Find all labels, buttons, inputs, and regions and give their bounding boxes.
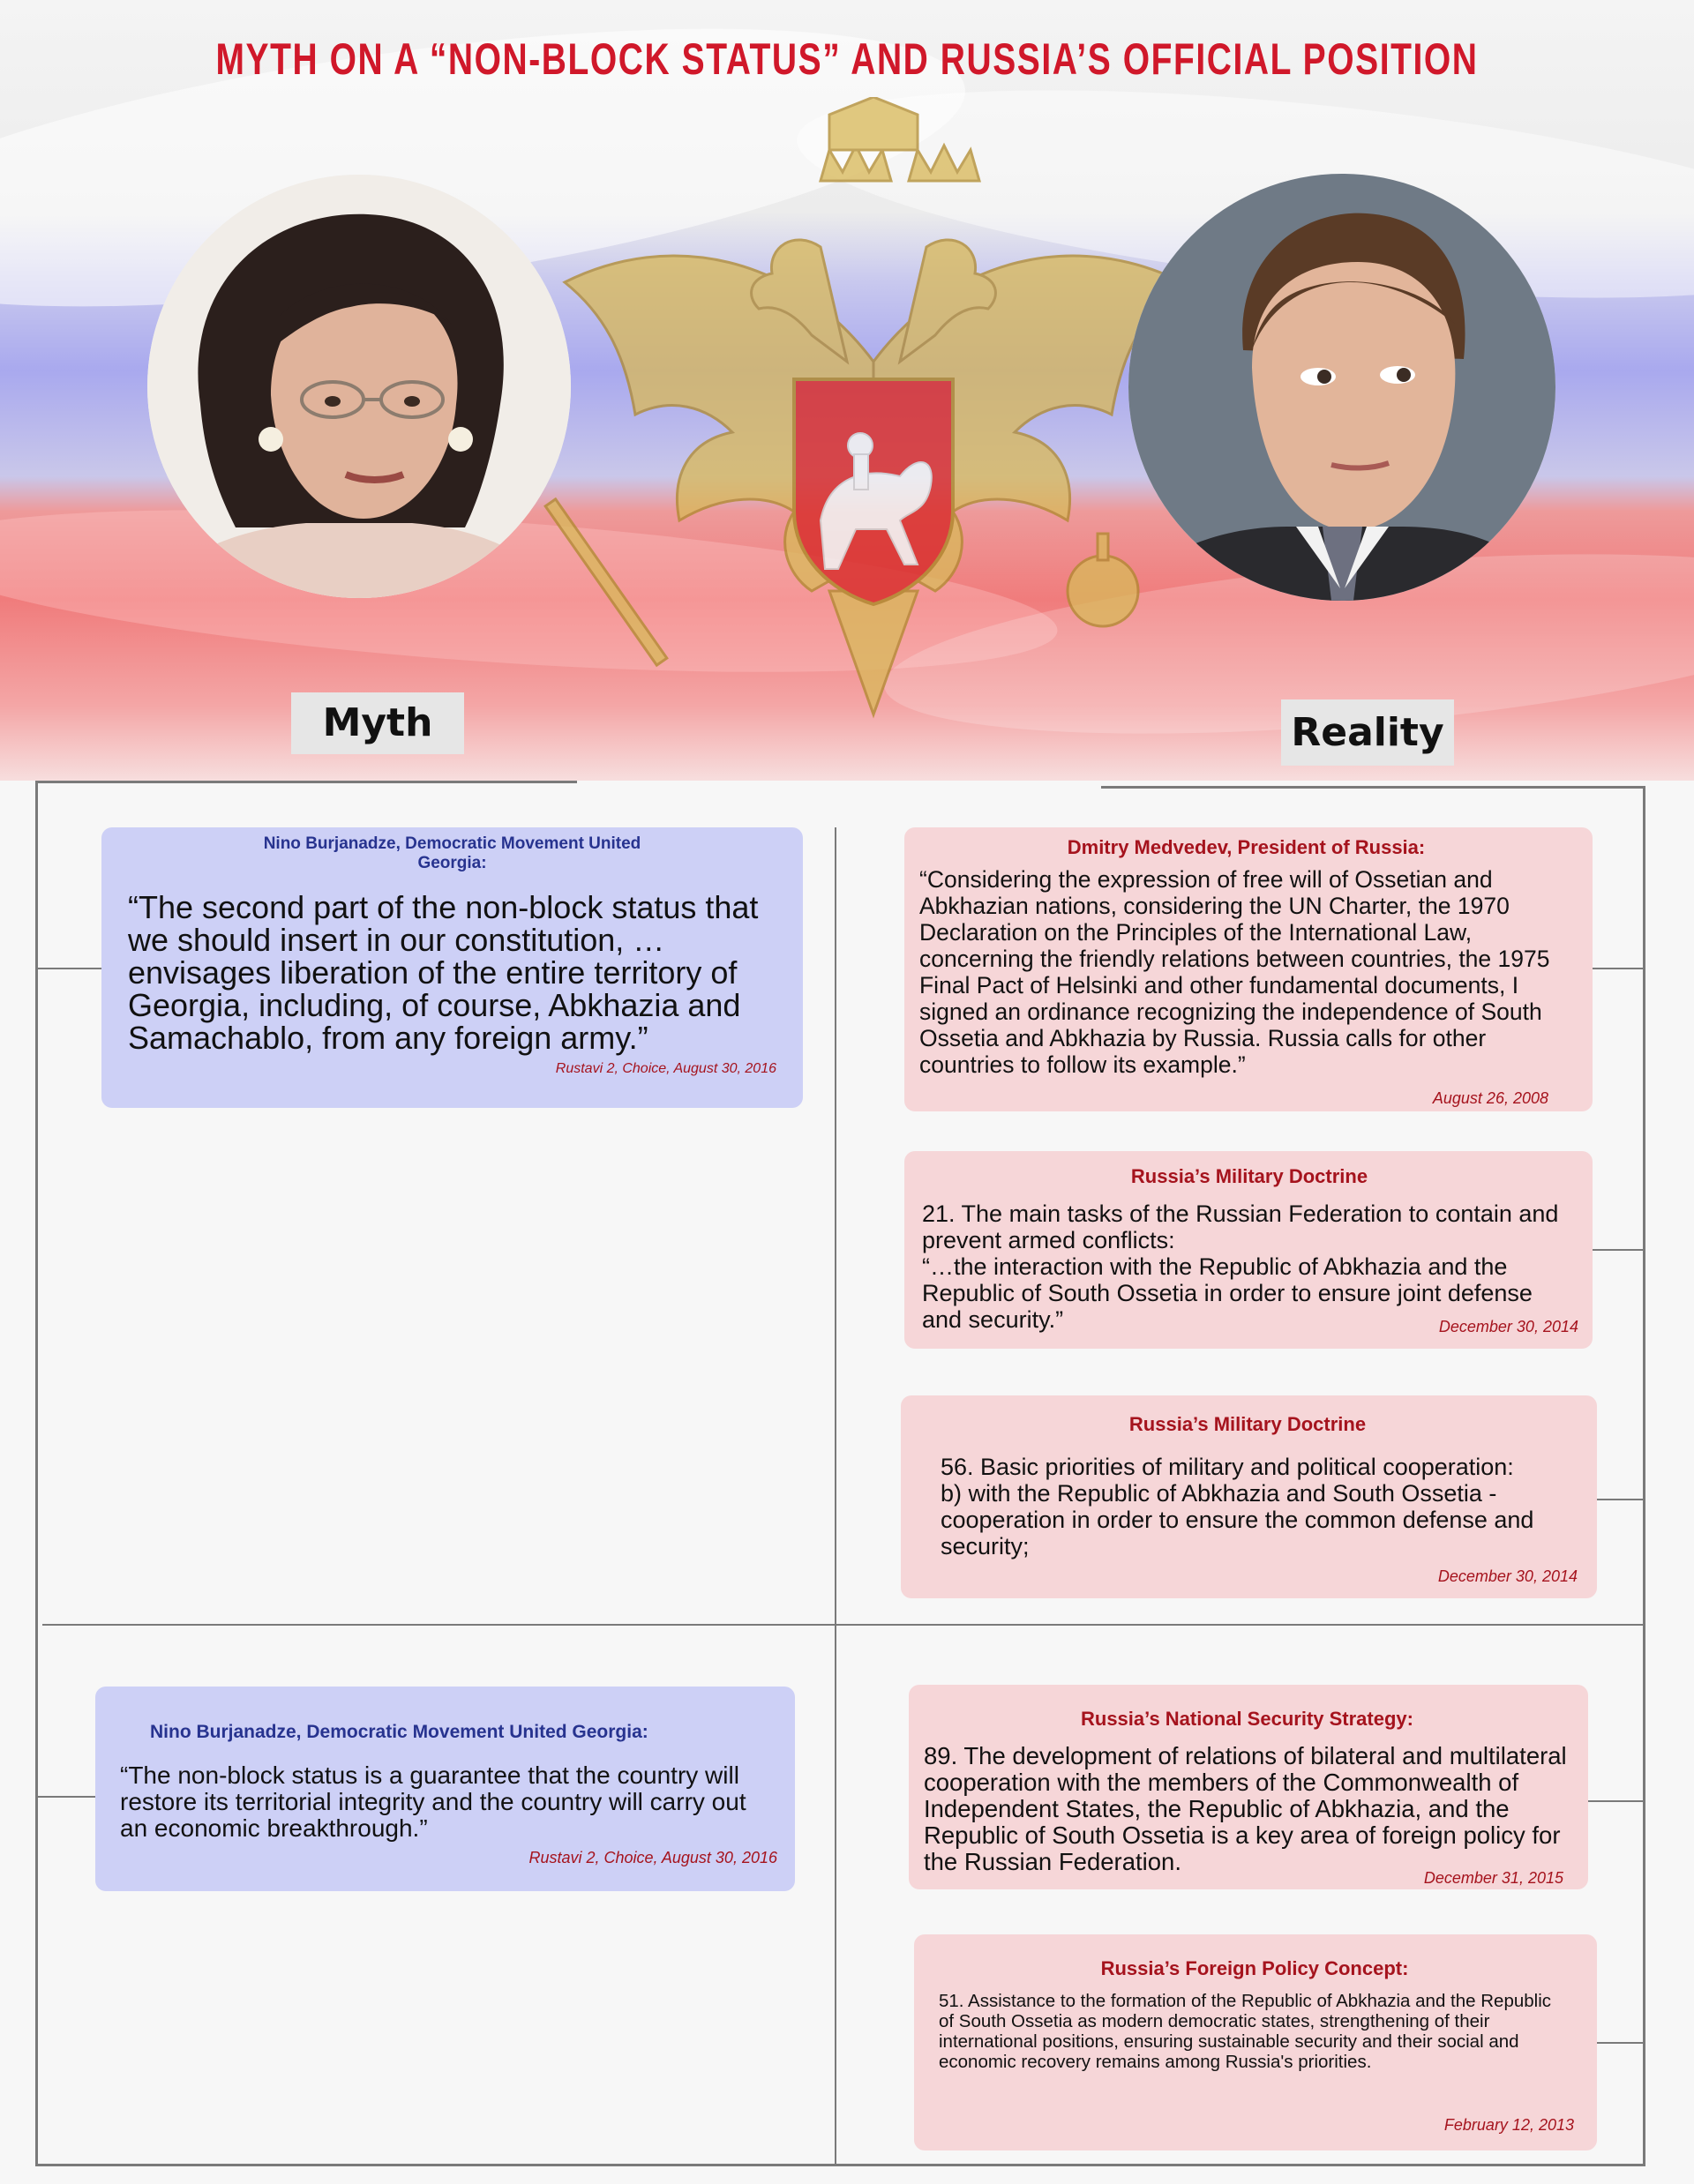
reality-text: 56. Basic priorities of military and political cooperation: b) with the Republic of Abkhazia and South Ossetia - cooperation in order to ensure the common defense and security; [941,1454,1534,1559]
reality-text: 51. Assistance to the formation of the Republic of Abkhazia and the Republic of South Ossetia as modern democratic states, strengthening of their international positions, ensuring sustainable security and their social and economic recovery remains among Russia's priorities. [939,1991,1552,2072]
myth-speaker: Nino Burjanadze, Democratic Movement United Georgia: [263,834,641,872]
reality-heading: Russia’s Foreign Policy Concept: [1100,1957,1409,1979]
reality-card [901,1395,1597,1598]
myth-quote: “The non-block status is a guarantee that the country will restore its territorial integrity and the country will carry out an economic breakthrough.” [120,1761,746,1842]
reality-heading: Russia’s Military Doctrine [1130,1165,1368,1187]
reality-date: August 26, 2008 [1432,1089,1548,1107]
myth-label: Myth [291,692,464,754]
frame-middle [42,1624,1645,1626]
frame-right [1643,786,1645,2165]
frame-top-left [35,781,577,783]
reality-heading: Dmitry Medvedev, President of Russia: [1067,836,1426,858]
reality-text: 89. The development of relations of bilateral and multilateral cooperation with the members of the Commonwealth of Independent States, the Republic of Abkhazia, and the Republic of South Ossetia is a key area of foreign policy for the Russian Federation. [924,1742,1567,1875]
medvedev-portrait [1128,174,1555,601]
reality-date: December 31, 2015 [1423,1869,1563,1887]
page-title: MYTH ON A “NON-BLOCK STATUS” AND RUSSIA’S OFFICIAL POSITION [215,34,1479,84]
connector [1588,1249,1645,1251]
myth-speaker: Nino Burjanadze, Democratic Movement United Georgia: [150,1722,648,1742]
reality-date: December 30, 2014 [1438,1318,1578,1335]
connector [1585,1800,1645,1802]
reality-text: “Considering the expression of free will of Ossetian and Abkhazian nations, considering the UN Charter, the 1970 Declaration on the Principles of the International Law, concerning the friendly relations between countries, the 1975 Final Pact of Helsinki and other fundamental documents, I signed an ordinance recognizing the independence of South Ossetia and Abkhazia by Russia. Russia calls for other countries to follow its example.” [919,866,1550,1078]
frame-left [35,781,38,2165]
reality-card [904,827,1593,1111]
frame-center [835,827,836,2165]
connector [1595,2042,1645,2044]
reality-date: December 30, 2014 [1437,1567,1578,1585]
connector [1591,968,1645,969]
reality-card [909,1685,1588,1889]
myth-source: Rustavi 2, Choice, August 30, 2016 [555,1061,776,1076]
myth-quote: “The second part of the non-block status that we should insert in our constitution, … envisages liberation of the entire territory of Georgia, including, of course, Abkhazia and Samachablo, from any foreign army.” [128,889,759,1056]
hero-banner [0,0,1694,781]
reality-heading: Russia’s National Security Strategy: [1081,1708,1413,1730]
reality-card [904,1151,1593,1349]
reality-heading: Russia’s Military Doctrine [1128,1413,1367,1435]
frame-bottom [35,2164,1645,2166]
coat-of-arms-emblem [529,97,1218,767]
connector [35,968,101,969]
connector [1595,1499,1645,1500]
reality-date: February 12, 2013 [1443,2116,1574,2134]
myth-card [101,827,803,1108]
burjanadze-portrait [147,175,571,598]
connector [35,1796,95,1798]
reality-text: 21. The main tasks of the Russian Federation to contain and prevent armed conflicts: “…the interaction with the Republic of Abkhazia and the Republic of South Ossetia in order to ensure joint defense and security.” [922,1200,1559,1333]
frame-top-right [1101,786,1645,789]
myth-source: Rustavi 2, Choice, August 30, 2016 [528,1849,777,1866]
reality-card [914,1934,1597,2150]
reality-label: Reality [1281,699,1454,766]
myth-card [95,1687,795,1891]
